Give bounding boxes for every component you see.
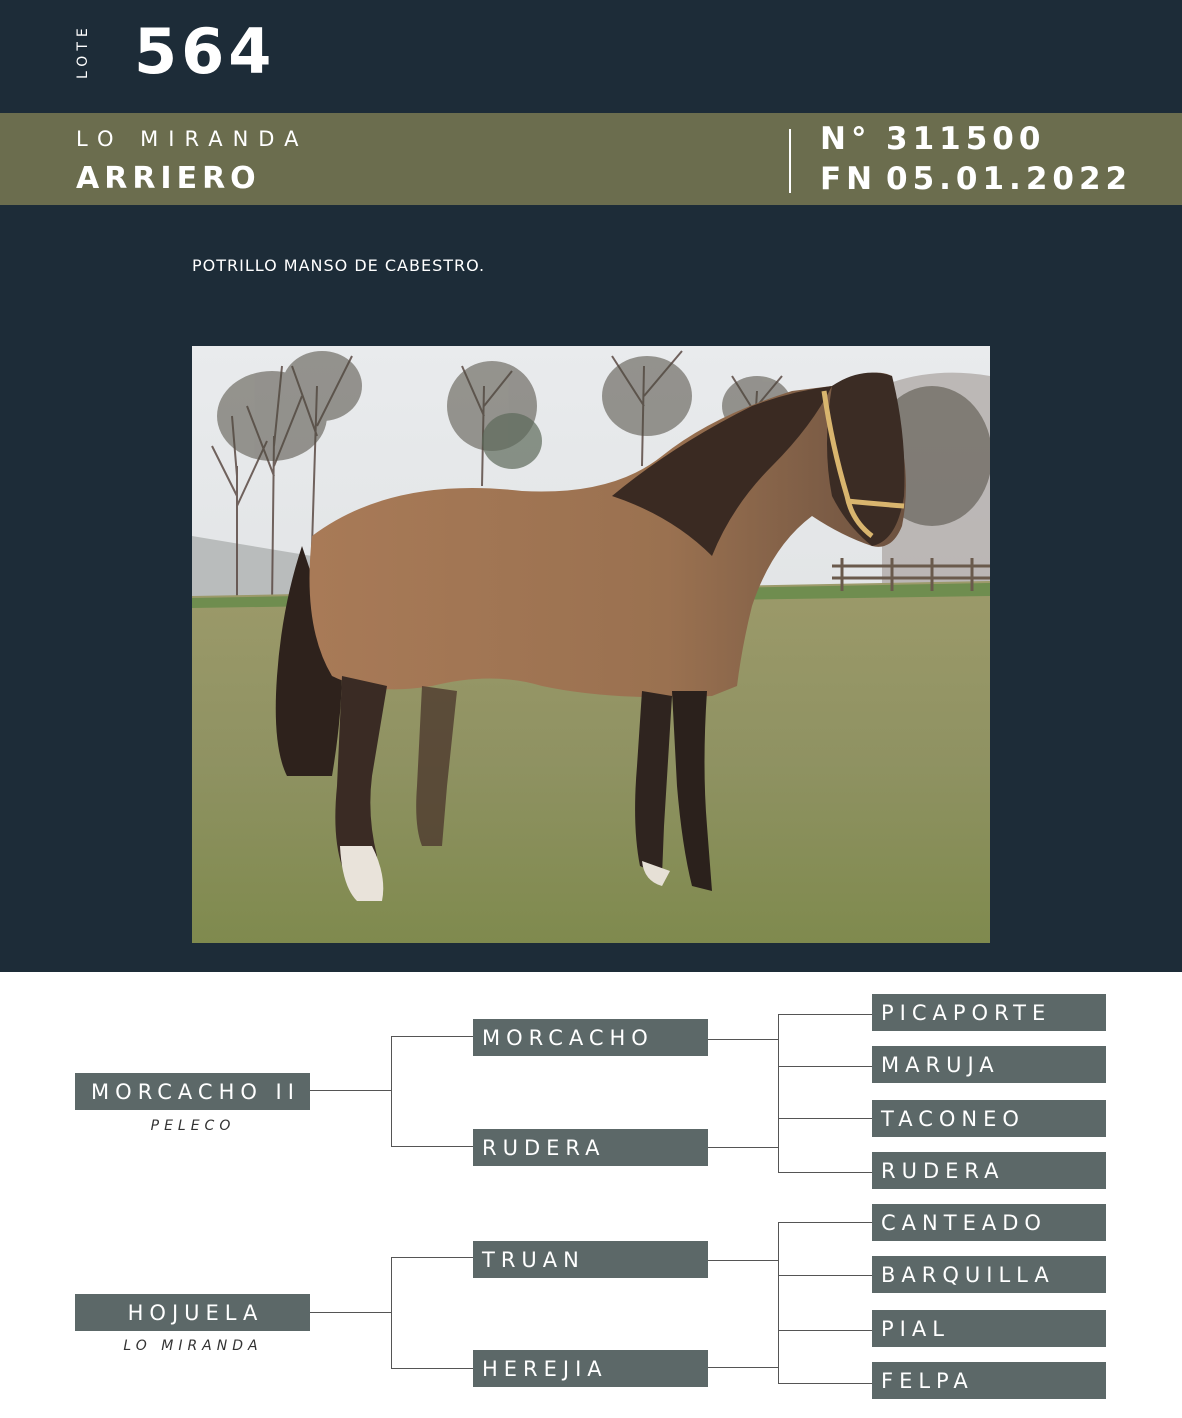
connector-line <box>391 1036 473 1037</box>
identity-band <box>0 113 1182 205</box>
great-grandparent-box: CANTEADO <box>872 1204 1106 1241</box>
grandparent-box: HEREJIA <box>473 1350 708 1387</box>
great-grandparent-box: RUDERA <box>872 1152 1106 1189</box>
connector-line <box>391 1257 392 1368</box>
great-grandparent-box: FELPA <box>872 1362 1106 1399</box>
connector-line <box>391 1146 473 1147</box>
connector-line <box>778 1330 872 1331</box>
breeder-name: LO MIRANDA <box>76 127 309 151</box>
horse-photo <box>192 346 990 943</box>
lot-label: LOTE <box>75 23 91 79</box>
connector-line <box>391 1257 473 1258</box>
registry-label: N° <box>820 121 872 157</box>
connector-line <box>778 1014 872 1015</box>
connector-line <box>778 1172 872 1173</box>
connector-line <box>391 1368 473 1369</box>
grandparent-box: TRUAN <box>473 1241 708 1278</box>
horse-name: ARRIERO <box>76 161 261 196</box>
connector-line <box>778 1118 872 1119</box>
great-grandparent-box: PIAL <box>872 1310 1106 1347</box>
grandparent-box: RUDERA <box>473 1129 708 1166</box>
registry-number: 311500 <box>886 121 1046 157</box>
great-grandparent-box: PICAPORTE <box>872 994 1106 1031</box>
connector-line <box>391 1036 392 1146</box>
horse-description: POTRILLO MANSO DE CABESTRO. <box>192 256 486 275</box>
connector-line <box>778 1014 779 1172</box>
connector-line <box>708 1039 778 1040</box>
great-grandparent-box: BARQUILLA <box>872 1256 1106 1293</box>
grandparent-box: MORCACHO <box>473 1019 708 1056</box>
great-grandparent-box: TACONEO <box>872 1100 1106 1137</box>
connector-line <box>778 1383 872 1384</box>
connector-line <box>310 1312 391 1313</box>
connector-line <box>778 1222 872 1223</box>
connector-line <box>778 1275 872 1276</box>
lot-number: 564 <box>134 15 276 88</box>
sire-box: MORCACHO II <box>75 1073 310 1110</box>
registry-row <box>820 121 1045 157</box>
connector-line <box>708 1147 778 1148</box>
great-grandparent-box: MARUJA <box>872 1046 1106 1083</box>
band-divider <box>789 129 791 193</box>
connector-line <box>778 1222 779 1383</box>
birth-date: 05.01.2022 <box>886 161 1133 197</box>
connector-line <box>310 1090 391 1091</box>
connector-line <box>708 1260 778 1261</box>
birth-date-label: FN <box>820 161 878 197</box>
connector-line <box>778 1066 872 1067</box>
birth-date-row <box>820 161 1132 197</box>
sire-origin: PELECO <box>150 1118 236 1134</box>
dam-origin: LO MIRANDA <box>123 1338 263 1354</box>
dam-box: HOJUELA <box>75 1294 310 1331</box>
connector-line <box>708 1367 778 1368</box>
